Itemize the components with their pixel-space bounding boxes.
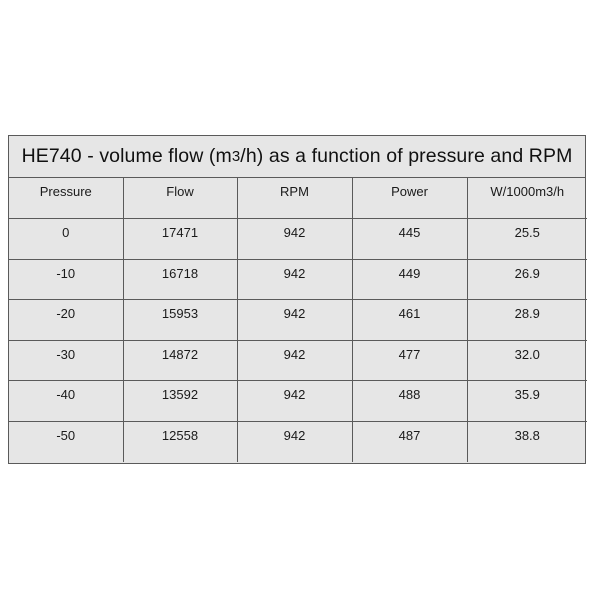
cell-w-per-1000m3h: 32.0 bbox=[467, 340, 587, 381]
cell-power: 445 bbox=[352, 219, 467, 260]
cell-flow: 14872 bbox=[123, 340, 237, 381]
cell-flow: 12558 bbox=[123, 421, 237, 462]
table-row bbox=[9, 340, 587, 381]
cell-power: 461 bbox=[352, 300, 467, 341]
cell-flow: 17471 bbox=[123, 219, 237, 260]
cell-rpm: 942 bbox=[237, 300, 352, 341]
header-w-per-1000m3h: W/1000m3/h bbox=[467, 178, 587, 219]
table-row bbox=[9, 381, 587, 422]
cell-power: 488 bbox=[352, 381, 467, 422]
cell-pressure: -20 bbox=[9, 300, 123, 341]
cell-w-per-1000m3h: 25.5 bbox=[467, 219, 587, 260]
cell-pressure: 0 bbox=[9, 219, 123, 260]
cell-w-per-1000m3h: 26.9 bbox=[467, 259, 587, 300]
data-grid bbox=[9, 178, 587, 462]
table-row bbox=[9, 219, 587, 260]
table-row bbox=[9, 259, 587, 300]
table-title: HE740 - volume flow (m 3 /h) as a function of pressure and RPM bbox=[9, 136, 585, 178]
header-rpm: RPM bbox=[237, 178, 352, 219]
cell-rpm: 942 bbox=[237, 381, 352, 422]
header-flow: Flow bbox=[123, 178, 237, 219]
cell-w-per-1000m3h: 28.9 bbox=[467, 300, 587, 341]
cell-rpm: 942 bbox=[237, 340, 352, 381]
data-table bbox=[8, 135, 586, 464]
cell-rpm: 942 bbox=[237, 219, 352, 260]
cell-pressure: -10 bbox=[9, 259, 123, 300]
cell-power: 449 bbox=[352, 259, 467, 300]
table-title-suffix: /h) as a function of pressure and RPM bbox=[240, 145, 573, 167]
cell-pressure: -30 bbox=[9, 340, 123, 381]
cell-rpm: 942 bbox=[237, 421, 352, 462]
cell-pressure: -50 bbox=[9, 421, 123, 462]
cell-power: 487 bbox=[352, 421, 467, 462]
cell-pressure: -40 bbox=[9, 381, 123, 422]
cell-flow: 16718 bbox=[123, 259, 237, 300]
table-row bbox=[9, 300, 587, 341]
header-pressure: Pressure bbox=[9, 178, 123, 219]
cell-rpm: 942 bbox=[237, 259, 352, 300]
cell-flow: 13592 bbox=[123, 381, 237, 422]
cell-w-per-1000m3h: 38.8 bbox=[514, 427, 540, 443]
table-title-prefix: HE740 - volume flow (m bbox=[21, 145, 232, 167]
cell-power: 477 bbox=[352, 340, 467, 381]
header-power: Power bbox=[352, 178, 467, 219]
cell-flow: 15953 bbox=[123, 300, 237, 341]
table-row bbox=[9, 421, 587, 462]
cell-w-per-1000m3h: 35.9 bbox=[467, 381, 587, 422]
header-row bbox=[9, 178, 587, 219]
